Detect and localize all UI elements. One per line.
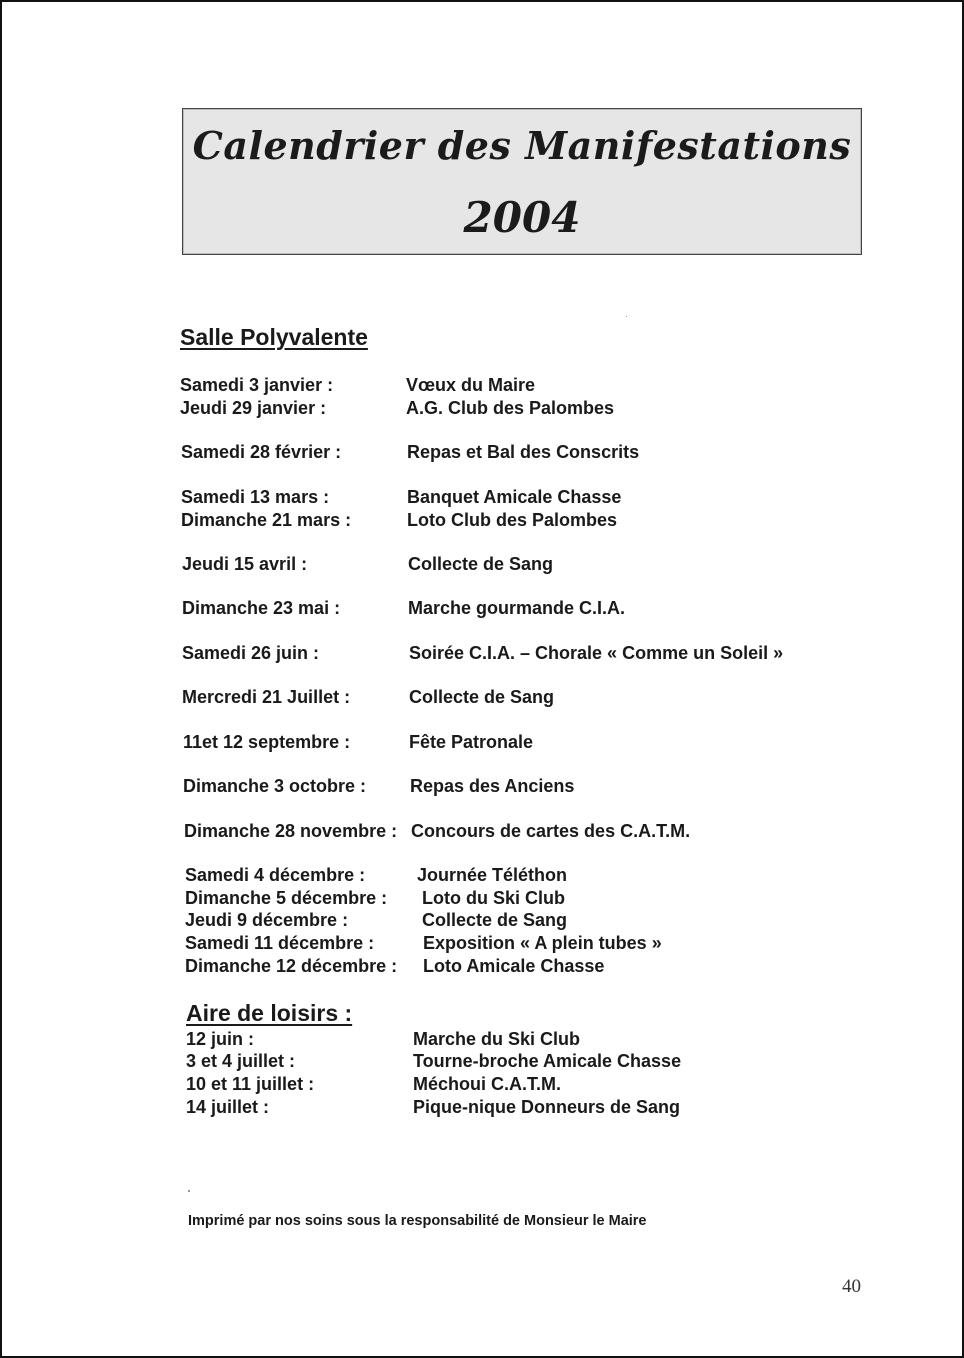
event-date: 3 et 4 juillet : xyxy=(186,1051,296,1071)
event-date: 12 juin : xyxy=(186,1029,255,1049)
event-date: Dimanche 5 décembre : xyxy=(185,888,388,908)
event-date: Samedi 11 décembre : xyxy=(185,933,375,953)
title-banner xyxy=(182,108,862,255)
event-date: Jeudi 29 janvier : xyxy=(180,398,327,418)
event-name: Soirée C.I.A. – Chorale « Comme un Soleil » xyxy=(409,643,784,663)
event-name: Banquet Amicale Chasse xyxy=(407,487,622,507)
event-date: Dimanche 12 décembre : xyxy=(185,956,398,976)
event-date: Jeudi 15 avril : xyxy=(182,554,308,574)
event-date: Mercredi 21 Juillet : xyxy=(182,687,351,707)
event-name: Marche gourmande C.I.A. xyxy=(408,598,626,618)
event-name: Journée Téléthon xyxy=(417,865,568,885)
event-name: Collecte de Sang xyxy=(408,554,554,574)
event-date: 11et 12 septembre : xyxy=(183,732,351,752)
event-name: Marche du Ski Club xyxy=(413,1029,581,1049)
event-date: Dimanche 28 novembre : xyxy=(184,821,398,841)
event-name: Concours de cartes des C.A.T.M. xyxy=(411,821,691,841)
event-name: Loto Club des Palombes xyxy=(407,510,618,530)
event-name: Loto Amicale Chasse xyxy=(423,956,605,976)
event-date: Dimanche 21 mars : xyxy=(181,510,352,530)
scan-speck xyxy=(188,1190,190,1192)
event-name: Méchoui C.A.T.M. xyxy=(413,1074,561,1094)
event-name: A.G. Club des Palombes xyxy=(406,398,615,418)
event-name: Exposition « A plein tubes » xyxy=(423,933,662,953)
event-date: 10 et 11 juillet : xyxy=(186,1074,315,1094)
event-date: Jeudi 9 décembre : xyxy=(185,910,349,930)
event-name: Fête Patronale xyxy=(409,732,534,752)
page-number: 40 xyxy=(842,1276,861,1297)
document-year: 2004 xyxy=(463,193,581,242)
event-date: Samedi 3 janvier : xyxy=(180,375,334,395)
event-name: Collecte de Sang xyxy=(422,910,568,930)
event-name: Repas et Bal des Conscrits xyxy=(407,442,640,462)
footer-note: Imprimé par nos soins sous la responsabilité de Monsieur le Maire xyxy=(188,1213,647,1229)
section-title-aire-de-loisirs: Aire de loisirs : xyxy=(186,1000,353,1026)
section-title-salle-polyvalente: Salle Polyvalente xyxy=(180,324,368,350)
event-name: Tourne-broche Amicale Chasse xyxy=(413,1051,682,1071)
event-date: Samedi 4 décembre : xyxy=(185,865,366,885)
event-name: Loto du Ski Club xyxy=(422,888,565,908)
event-date: Samedi 26 juin : xyxy=(182,643,320,663)
event-name: Collecte de Sang xyxy=(409,687,555,707)
document-title: Calendrier des Manifestations xyxy=(192,123,852,168)
event-date: Samedi 28 février : xyxy=(181,442,342,462)
scan-speck xyxy=(626,316,627,317)
event-date: Samedi 13 mars : xyxy=(181,487,330,507)
event-date: 14 juillet : xyxy=(186,1097,270,1117)
event-name: Vœux du Maire xyxy=(406,375,536,395)
event-name: Pique-nique Donneurs de Sang xyxy=(413,1097,681,1117)
event-date: Dimanche 3 octobre : xyxy=(183,776,367,796)
event-date: Dimanche 23 mai : xyxy=(182,598,341,618)
event-name: Repas des Anciens xyxy=(410,776,575,796)
